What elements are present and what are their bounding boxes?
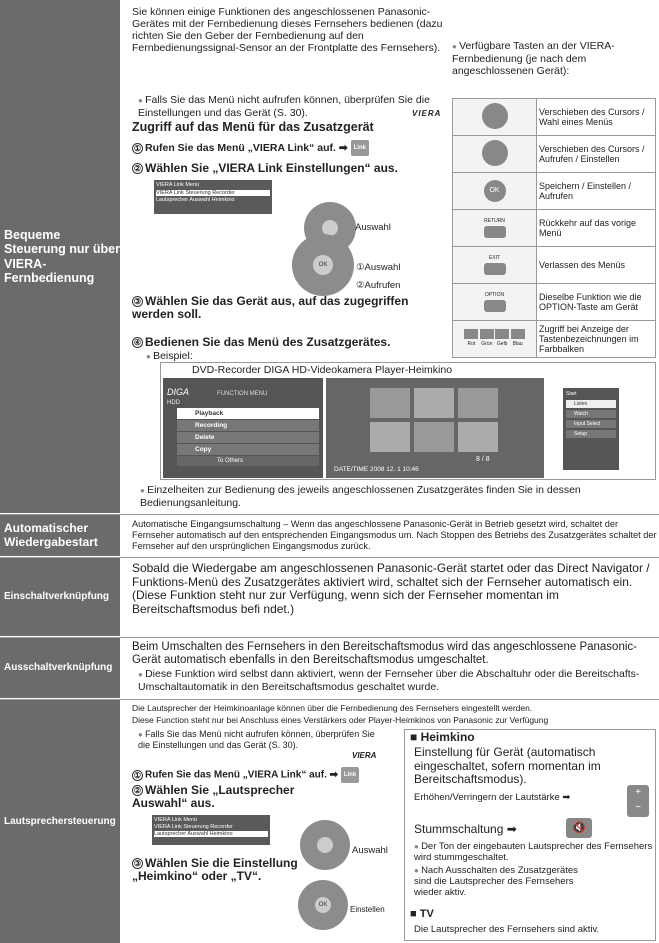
- diga-item-others[interactable]: To Others: [177, 456, 319, 466]
- option-key-label: OPTION: [484, 292, 505, 298]
- power-off-note-text: Diese Funktion wird selbst dann aktiviert, wenn der Fernseher über die Abschaltuhr oder die Bereitschafts-Umschaltautomatik in den Bereitschaftsmodus geschaltet wurde.: [138, 668, 640, 693]
- camera-counter: 8 / 8: [476, 456, 490, 463]
- color-key-icon: [480, 329, 494, 339]
- thumbnail: [458, 422, 498, 452]
- key-desc: Dieselbe Funktion wie die OPTION-Taste am Gerät: [537, 284, 656, 321]
- section-label-power-off: [0, 638, 120, 698]
- power-off-text: Beim Umschalten des Fernsehers in den Bereitschaftsmodus wird das angeschlossene Panasonic-Gerät automatisch ebenfalls in den Bereitschaftsmodus umgeschaltet.: [132, 641, 637, 666]
- hk-note1-text: Der Ton der eingebauten Lautsprecher des Fernsehers wird stummgeschaltet.: [414, 841, 653, 863]
- key-row: [453, 284, 656, 321]
- green-key: [480, 329, 494, 349]
- blue-key: [511, 329, 525, 349]
- section-label-text: Ausschaltverknüpfung: [4, 662, 113, 674]
- key-row: [453, 136, 656, 173]
- key-row: [453, 321, 656, 358]
- color-key-label: Gelb: [496, 341, 508, 347]
- diga-item-recording[interactable]: Recording: [177, 420, 319, 431]
- beispiel-text: Beispiel:: [153, 350, 193, 362]
- tv-title: [410, 908, 434, 920]
- yellow-key: [495, 329, 509, 349]
- home-item-listen[interactable]: Listen: [566, 400, 616, 408]
- key-icon-cell: [453, 173, 537, 210]
- heimkino-title: [410, 730, 475, 744]
- viera-link-menu-preview: [154, 180, 272, 214]
- speaker-intro-1: Die Lautsprecher der Heimkinoanlage können über die Fernbedienung des Fernsehers eingestellt werden.: [132, 703, 533, 713]
- mini-menu-row: Lautsprecher Auswahl Heimkino: [156, 197, 235, 203]
- color-key-icon: [511, 329, 525, 339]
- key-row: [453, 247, 656, 284]
- speaker-step1-text: Rufen Sie das Menü „VIERA Link“ auf.: [145, 769, 327, 781]
- speaker-viera-logo: VIERA: [352, 751, 377, 760]
- tv-title-text: TV: [419, 908, 434, 920]
- red-key: [464, 329, 478, 349]
- home-item-watch[interactable]: Watch: [566, 410, 616, 418]
- speaker-intro-2: Diese Function steht nur bei Anschluss eines Verstärkers oder Player-Heimkinos von Panasonic zur Verfügung: [132, 715, 549, 725]
- mini-menu-row: Lautsprecher Auswahl Heimkino: [154, 831, 268, 837]
- heimkino-note-1: [414, 841, 654, 863]
- arrow-right-icon: ➡: [562, 792, 571, 803]
- step-number: ②: [133, 164, 142, 174]
- divider: [0, 637, 659, 638]
- intro-note: [138, 94, 453, 119]
- key-icon-cell: [453, 284, 537, 321]
- speaker-step2-text: Wählen Sie „Lautsprecher Auswahl“ aus.: [132, 783, 295, 810]
- step3: [132, 295, 432, 321]
- thumbnail: [458, 388, 498, 418]
- home-item-input[interactable]: Input Select: [566, 420, 616, 428]
- color-key-icon: [464, 329, 478, 339]
- updown-key-icon: [482, 103, 508, 129]
- section-label-text: Einschaltverknüpfung: [4, 591, 110, 603]
- speaker-label-auswahl: Auswahl: [352, 845, 388, 856]
- ok-icon: OK: [313, 255, 333, 275]
- heimkino-note-2: [414, 865, 584, 898]
- key-desc: Verschieben des Cursors / Aufrufen / Einstellen: [537, 136, 656, 173]
- dpad-icon: [292, 234, 354, 296]
- volume-text: [414, 792, 570, 803]
- return-key-label: RETURN: [484, 218, 505, 224]
- speaker-note-text: Falls Sie das Menü nicht aufrufen können, überprüfen Sie die Einstellungen und das Gerät (S. 30).: [138, 729, 375, 750]
- keys-table: [452, 98, 656, 358]
- home-theater-screen: [563, 388, 619, 470]
- tv-text: Die Lautsprecher des Fernsehers sind aktiv.: [414, 924, 600, 935]
- key-icon-cell: [453, 136, 537, 173]
- leftright-key-icon: [482, 140, 508, 166]
- heimkino-text: Einstellung für Gerät (automatisch eingeschaltet, sofern momentan im Bereitschaftsmodus).: [414, 745, 601, 786]
- key-desc: Verschieben des Cursors / Wahl eines Menüs: [537, 99, 656, 136]
- camera-date: DATE/TIME 2008 12. 1 10:46: [334, 466, 419, 473]
- home-menu-title: Start: [566, 391, 577, 397]
- square-bullet-icon: ■: [410, 730, 418, 744]
- color-key-label: Rot: [467, 341, 476, 347]
- hk-note2-text: Nach Ausschalten des Zusatzgerätes sind die Lautsprecher des Fernsehers wieder aktiv.: [414, 865, 578, 898]
- diga-item-delete[interactable]: Delete: [177, 432, 319, 443]
- divider: [0, 699, 659, 700]
- mute-text: [414, 822, 517, 836]
- exit-key-label: EXIT: [488, 255, 501, 261]
- key-row: [453, 99, 656, 136]
- step-number: ①: [133, 143, 142, 153]
- thumbnail: [414, 422, 454, 452]
- keys-intro-text: Verfügbare Tasten an der VIERA-Fernbedienung (je nach dem angeschlossenen Gerät):: [452, 40, 615, 77]
- auto-play-text: Automatische Eingangsumschaltung – Wenn das angeschlossene Panasonic-Gerät in Betrieb gesetzt wird, schaltet der Fernseher automatisch auf den entsprechenden Eingangsmodus um. Nach Stoppen des Betriebs des Zusatzgerätes schaltet der Fernseher auf den ursprünglichen Eingangsmodus zurück.: [132, 519, 657, 551]
- key-icon-cell: [453, 321, 537, 358]
- speaker-step2: [132, 784, 312, 810]
- label-auswahl-1: ①Auswahl: [356, 262, 401, 273]
- ok-icon: [317, 837, 333, 853]
- section-label-autoplay: [0, 515, 120, 556]
- key-desc: Zugriff bei Anzeige der Tastenbezeichnungen im Farbbalken: [537, 321, 656, 358]
- step4: [132, 335, 452, 349]
- arrow-right-icon: ➡: [506, 822, 517, 836]
- key-icon-cell: [453, 247, 537, 284]
- intro-note-text: Falls Sie das Menü nicht aufrufen können, überprüfen Sie die Einstellungen und das Gerät (S. 30).: [138, 94, 430, 119]
- step4-text: Bedienen Sie das Menü des Zusatzgerätes.: [145, 335, 391, 349]
- intro-text: Sie können einige Funktionen des angeschlossenen Panasonic-Gerätes mit der Fernbedienung dieses Fernsehers bedienen (dazu richten Sie den Geber der Fernbedienung auf den Fernbedienungssignal-Sensor an der Frontplatte des Fernsehers).: [132, 6, 443, 54]
- step-number: ②: [133, 786, 142, 796]
- section-label-speaker: [0, 700, 120, 943]
- camera-screen: [326, 378, 544, 478]
- label-aufrufen: ②Aufrufen: [356, 280, 401, 291]
- diga-menu-screen: [163, 378, 323, 478]
- color-key-icon: [495, 329, 509, 339]
- access-title: Zugriff auf das Menü für das Zusatzgerät: [132, 120, 374, 134]
- mini-menu-row: VIERA Link Steuerung Recorder: [154, 824, 233, 830]
- return-key-icon: [484, 226, 506, 238]
- mini-menu-title: VIERA Link Menü: [156, 182, 200, 188]
- detail-note-text: Einzelheiten zur Bedienung des jeweils angeschlossenen Zusatzgerätes finden Sie in dessen Bedienungsanleitung.: [140, 484, 581, 509]
- mute-label: Stummschaltung: [414, 822, 504, 836]
- volume-label: Erhöhen/Verringern der Lautstärke: [414, 792, 560, 803]
- step-number: ④: [133, 338, 142, 348]
- label-auswahl: Auswahl: [355, 222, 391, 233]
- step2-text: Wählen Sie „VIERA Link Einstellungen“ aus.: [145, 161, 398, 175]
- diga-brand: DIGA: [167, 387, 190, 397]
- speaker-menu-preview: [152, 815, 270, 845]
- step1: [132, 140, 432, 156]
- power-off-note: [138, 668, 658, 693]
- arrow-right-icon: ➡: [329, 769, 339, 781]
- speaker-note: [138, 729, 388, 751]
- home-item-setup[interactable]: Setup: [566, 430, 616, 438]
- volume-key-icon: + −: [627, 785, 649, 817]
- diga-item-playback[interactable]: Playback: [177, 408, 319, 419]
- step-number: ③: [133, 859, 142, 869]
- diga-hdd: HDD: [167, 400, 180, 406]
- step1-text: Rufen Sie das Menü „VIERA Link“ auf.: [145, 141, 336, 154]
- step-number: ③: [133, 297, 142, 307]
- key-desc: Rückkehr auf das vorige Menü: [537, 210, 656, 247]
- section-label-power-on: [0, 558, 120, 636]
- color-key-label: Blau: [512, 341, 523, 347]
- exit-key-icon: [484, 263, 506, 275]
- step2: [132, 161, 447, 175]
- color-key-label: Grün: [481, 341, 493, 347]
- section-label-text: Lautsprechersteuerung: [4, 815, 116, 827]
- power-on-text: Sobald die Wiedergabe am angeschlossenen Panasonic-Gerät startet oder das Direct Navigator / Funktions-Menü des Zusatzgerätes aktiviert wird, schaltet sich der Fernseher automatisch ein. (Diese Funktion steht nur zur Verfügung, wenn sich der Fernseher momentan im Bereitschaftsmodus befi ndet.): [132, 561, 650, 616]
- detail-note: [140, 484, 655, 509]
- example-header: DVD-Recorder DIGA HD-Videokamera Player-Heimkino: [192, 364, 453, 376]
- square-bullet-icon: ■: [410, 908, 417, 920]
- step3-text: Wählen Sie das Gerät aus, auf das zugegriffen werden soll.: [132, 294, 409, 321]
- speaker-link-button[interactable]: Link: [341, 767, 359, 783]
- arrow-right-icon: ➡: [338, 141, 348, 154]
- key-row: [453, 210, 656, 247]
- thumbnail: [370, 388, 410, 418]
- section-label-bequeme: [0, 0, 120, 513]
- link-button[interactable]: Link: [351, 140, 369, 156]
- mute-key-icon: 🔇: [566, 818, 592, 838]
- thumbnail: [370, 422, 410, 452]
- thumbnail: [414, 388, 454, 418]
- option-key-icon: [484, 300, 506, 312]
- key-row: [453, 173, 656, 210]
- heimkino-title-text: Heimkino: [420, 730, 475, 744]
- mini-menu-title: VIERA Link Menü: [154, 817, 198, 823]
- keys-intro: [452, 40, 656, 77]
- speaker-step3-text: Wählen Sie die Einstellung „Heimkino“ oder „TV“.: [132, 856, 298, 883]
- ok-icon: OK: [315, 897, 331, 913]
- label-einstellen: Einstellen: [350, 905, 385, 914]
- speaker-step3: [132, 857, 312, 883]
- section-label-text: Automatischer Wiedergabestart: [4, 520, 98, 549]
- divider: [0, 557, 659, 558]
- step-number: ①: [133, 770, 142, 780]
- mini-menu-row: VIERA Link Steuerung Recorder: [156, 190, 270, 196]
- key-desc: Speichern / Einstellen / Aufrufen: [537, 173, 656, 210]
- speaker-step1: [132, 767, 402, 783]
- viera-logo: VIERA: [412, 109, 442, 118]
- key-icon-cell: [453, 99, 537, 136]
- divider: [0, 514, 659, 515]
- diga-title: FUNCTION MENU: [217, 391, 268, 397]
- section-label-text: Bequeme Steuerung nur über VIERA-Fernbedienung: [4, 227, 120, 285]
- diga-item-copy[interactable]: Copy: [177, 444, 319, 455]
- key-icon-cell: [453, 210, 537, 247]
- key-desc: Verlassen des Menüs: [537, 247, 656, 284]
- ok-key-icon: OK: [484, 180, 506, 202]
- dpad-icon: [298, 880, 348, 930]
